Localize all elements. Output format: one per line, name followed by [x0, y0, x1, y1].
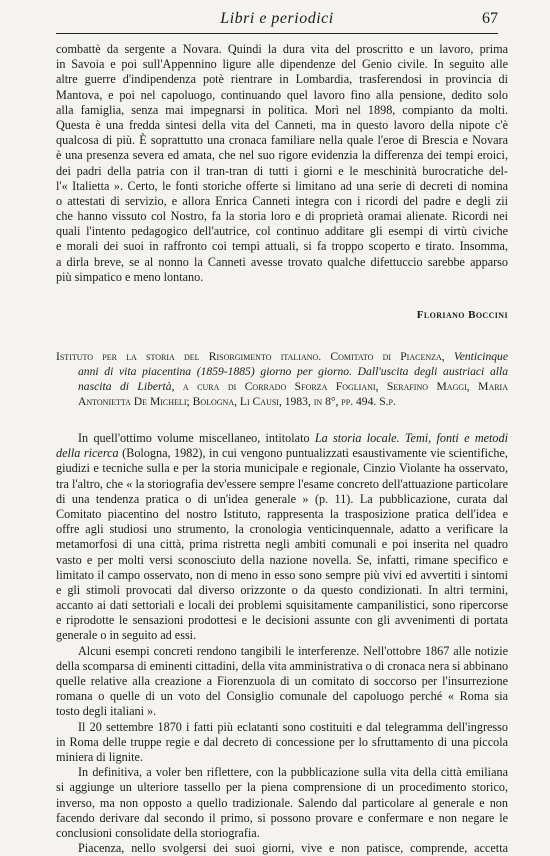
text-line: Mantova, e poi nel capoluogo, continuando quel lavoro fino alla pensione, dedito solo — [56, 87, 508, 102]
text-line: in Roma delle truppe regie e dal decreto di concessione per lo sfruttamento di una piccola — [56, 734, 508, 749]
text-line: miniera di lignite. — [56, 749, 143, 764]
citation-title-start: Venticinque — [453, 350, 508, 363]
text-line: e riprodotte le sensazioni prodottesi e le decisioni assunte con gli avvenimenti di portata — [56, 613, 508, 628]
citation-line — [56, 349, 508, 364]
text-line: In definitiva, a voler ben riflettere, con la pubblicazione sulla vita della città emiliana — [78, 765, 508, 780]
text-run: (Bologna, 1982), in cui vengono puntualizzati esaustivamente vie scientifiche, — [118, 446, 508, 461]
citation-line — [56, 364, 508, 379]
text-line: a dirla breve, se al nonno la Canneti avesse trovato qualche difettuccio sarebbe apparso — [56, 254, 508, 269]
text-line: che hanno vissuto col Nostro, fa la storia loro e di proprietà oramai alienate. Ricordi nei — [56, 209, 508, 224]
text-line: è una presenza severa ed amata, che nel suo rigore evidenzia la differenza dei tempi eroici, — [56, 148, 508, 163]
text-line: di una tendenza pratica o di un'idea generale » (p. 11). La pubblicazione, curata dal — [56, 491, 508, 506]
cited-title: La storia locale. Temi, fonti e metodi — [314, 431, 508, 445]
page-number: 67 — [482, 10, 498, 27]
text-line: Il 20 settembre 1870 i fatti più eclatanti sono costituiti e dal telegramma dell'ingresso — [78, 719, 508, 734]
text-line: quelle relative alla creazione a Fiorenzuola di un comitato di soccorso per l'insurrezione — [56, 674, 508, 688]
text-line: metamorfosi di una città, prima ristretta negli ambiti comunali e poi inserita nel quadro — [56, 537, 508, 552]
text-line: l'« Italietta ». Certo, le fonti storiche offerte si limitano ad una serie di decreti di nomina — [56, 178, 508, 193]
text-run: In quell'ottimo volume miscellaneo, intitolato — [78, 431, 315, 445]
citation-publisher: Istituto per la storia del Risorgimento italiano. Comitato di Piacenza, — [56, 350, 454, 363]
text-line: qualcosa di più. È soprattutto una cronaca familiare nella quale l'eroe di Brescia e Novara — [56, 133, 508, 148]
review-1-text — [56, 42, 508, 285]
citation-title-cont: anni di vita piacentina (1859-1885) giorno per giorno. Dall'uscita degli austriaci alla — [78, 365, 508, 378]
text-line: e gli stimoli provocati dal diverso orizzonte o da questo condizionati. In altri termini, — [56, 582, 508, 597]
cited-title: della ricerca — [56, 446, 119, 461]
text-line: vasto e per molti versi sconosciuto della nazione novella. Se, infatti, rimane specifico e — [56, 552, 508, 567]
text-line: giudizi e tecniche sulla e per la storia municipale e regionale, Cinzio Violante ha osservato, — [56, 461, 508, 476]
text-line: più simpatico e meno lontano. — [56, 269, 204, 284]
text-line: offre agli studiosi uno strumento, la cronologia venticinquennale, adatto a verificare la — [56, 522, 508, 537]
text-line: Comitato piacentino del nostro Istituto, rappresenta la trasposizione pratica dell'idea e — [56, 506, 508, 521]
citation-editors: , a cura di Corrado Sforza Fogliani, Serafino Maggi, Maria — [171, 380, 508, 393]
review-2-text — [56, 431, 508, 856]
text-line: in Savoia e poi sull'Appennino ligure alle dipendenze del Genio civile. In seguito alle — [56, 57, 508, 72]
text-line: si aggiunge un ulteriore tassello per la piena comprensione di un procedimento storico, — [56, 780, 508, 795]
text-line: accanto ai dati settoriali e locali dei problemi squisitamente campanilistici, sono ripercorse — [56, 598, 508, 613]
running-header — [56, 10, 498, 32]
text-line: tra l'altro, che « la storiografia dev'essere sempre l'esame concreto dell'attuazione particolare — [56, 476, 508, 491]
text-line: limitato il campo osservato, non di meno in esso sono sempre più vivi ed avvertiti i sintomi — [56, 567, 508, 582]
running-title: Libri e periodici — [220, 10, 334, 27]
text-line: alla famiglia, senza mai impegnarsi in politica. Morì nel 1898, compianto da molti. — [56, 102, 508, 117]
text-line: o attestati di servizio, e allora Enrica Canneti integra con i ricordi del padre e degli zii — [56, 193, 508, 208]
text-line: Alcuni esempi concreti rendono tangibili le interferenze. Nell'ottobre 1867 alle notizie — [78, 643, 508, 658]
text-line: Questa è una fredda sintesi della vita del Canneti, ma in questo lavoro della nipote c'è — [56, 117, 508, 132]
text-line: della scomparsa di eminenti cittadini, della vita amministrativa o di cronaca nera si abbinano — [56, 658, 508, 673]
text-line — [56, 446, 508, 461]
text-line: facendo derivare dal secondo il primo, si possono provare e confermare e non negare le — [56, 810, 508, 825]
review-signature: Floriano Boccini — [416, 309, 508, 321]
text-line: inverso, ma non opposto a quello tradizionale. Salendo dal particolare al generale e non — [56, 795, 508, 810]
text-line: Piacenza, nello svolgersi dei suoi giorni, vive e non patisce, comprende, accetta — [78, 841, 508, 856]
citation-line: Antonietta De Micheli; Bologna, Li Causi, 1983, in 8°, pp. 494. S.p. — [78, 395, 396, 408]
text-line: generale o in seguito ad essi. — [56, 628, 197, 643]
text-line: conclusioni consolidate della storiografia. — [56, 825, 260, 840]
text-line: dei padri della patria con il tran-tran di tutti i giorni e le meschinità burocratiche del- — [56, 163, 508, 178]
text-line: combattè da sergente a Novara. Quindi la dura vita del proscritto e un lavoro, prima — [56, 42, 508, 56]
citation-title-end: nascita di Libertà — [78, 380, 172, 393]
text-line: tosto degli italiani ». — [56, 704, 157, 719]
book-citation — [56, 349, 508, 409]
citation-line — [56, 379, 508, 394]
text-line: quali l'intento pedagogico dell'autrice, col continuo additare gli esempi di virtù civiche — [56, 224, 508, 239]
header-rule — [56, 33, 498, 34]
text-line: romana o quelle di un voto del Consiglio comunale del capoluogo perché « Roma sia — [56, 689, 508, 704]
text-line: altre guerre d'indipendenza potè rientrare in Lombardia, trasferendosi in provincia di — [56, 72, 508, 87]
text-line — [56, 431, 508, 446]
text-line: e morali dei suoi in raffronto coi tempi attuali, si fa troppo scoperto e tirato. Insomma, — [56, 239, 508, 254]
